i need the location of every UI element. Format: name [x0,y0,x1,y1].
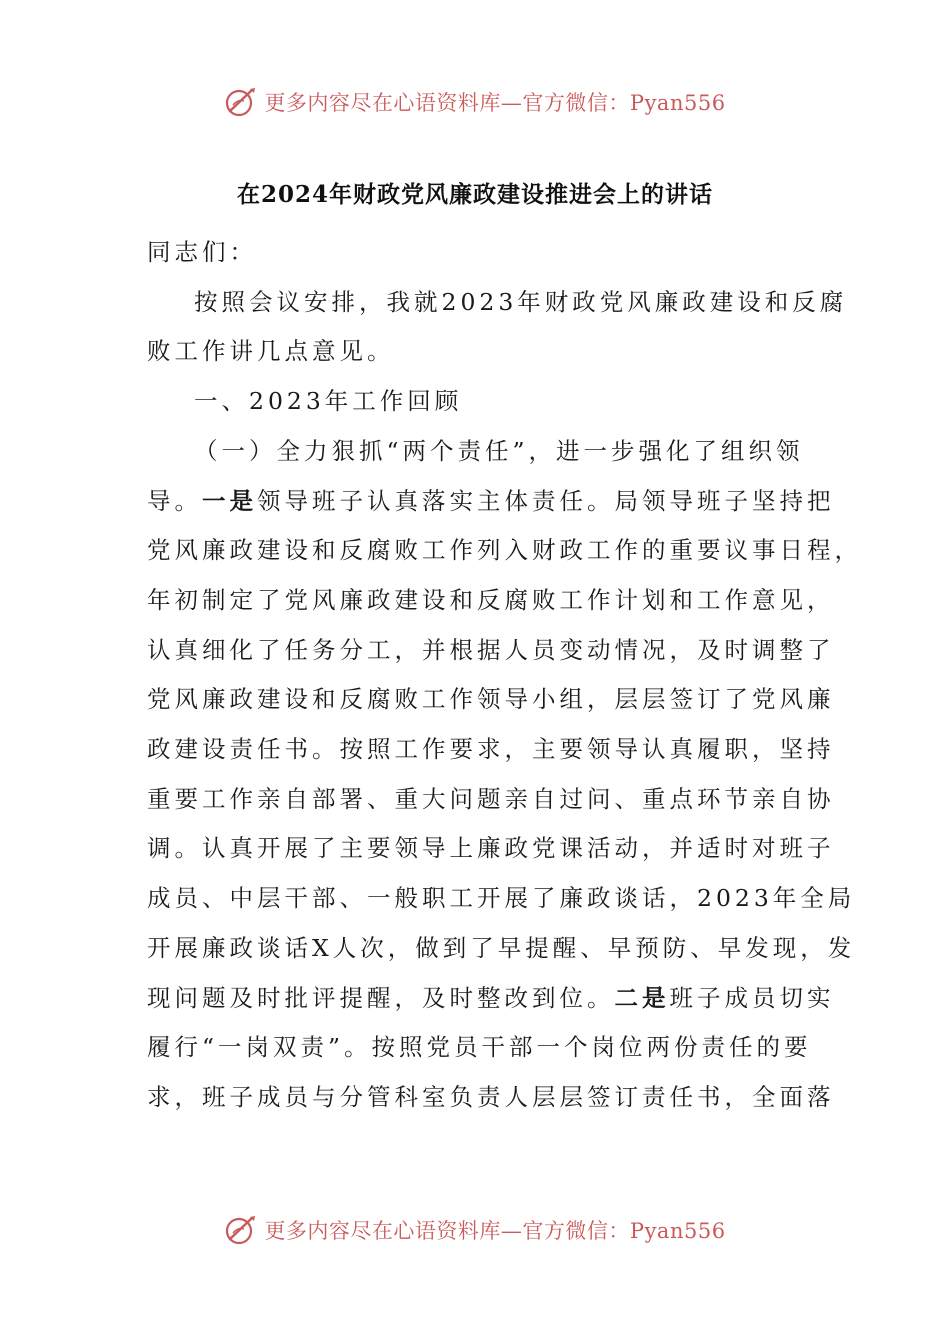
body-line-8: 调。认真开展了主要领导上廉政党课活动，并适时对班子 [147,834,835,863]
body-line-5: 党风廉政建设和反腐败工作领导小组，层层签订了党风廉 [147,685,835,714]
watermark-footer [0,1210,950,1250]
body-line-3: 年初制定了党风廉政建设和反腐败工作计划和工作意见， [147,585,835,614]
body-line-12: 履行“一岗双责”。按照党员干部一个岗位两份责任的要 [147,1033,812,1062]
body-line-13: 求，班子成员与分管科室负责人层层签订责任书，全面落 [147,1082,835,1111]
body-line-1-prefix: 导。 [147,486,202,515]
emphasis-first: 一是 [202,486,257,515]
body-line-11 [147,974,835,1024]
body-line-1 [147,477,835,527]
emphasis-second: 二是 [614,983,670,1012]
intro-paragraph-continued [147,327,807,377]
pen-logo-icon [224,1213,258,1247]
watermark-text: 更多内容尽在心语资料库—官方微信：Pyan556 [264,1219,726,1243]
intro-line-1: 按照会议安排，我就2023年财政党风廉政建设和反腐 [194,287,848,316]
sub-heading-line: （一）全力狠抓“两个责任”，进一步强化了组织领 [194,436,804,465]
section-heading: 一、2023年工作回顾 [194,387,463,416]
intro-line-2: 败工作讲几点意见。 [147,337,395,366]
watermark-text: 更多内容尽在心语资料库—官方微信：Pyan556 [264,91,726,115]
body-line-6: 政建设责任书。按照工作要求，主要领导认真履职，坚持 [147,735,835,764]
body-line-10: 开展廉政谈话X人次，做到了早提醒、早预防、早发现，发 [147,933,856,962]
document-title: 在2024年财政党风廉政建设推进会上的讲话 [236,181,713,208]
body-line-4: 认真细化了任务分工，并根据人员变动情况，及时调整了 [147,635,835,664]
body-line-9: 成员、中层干部、一般职工开展了廉政谈话，2023年全局 [147,884,856,913]
document-body [147,228,862,1123]
body-paragraph [147,477,862,1123]
body-line-11-rest: 班子成员切实 [669,983,835,1012]
pen-logo-icon [224,85,258,119]
sub-heading [147,427,807,477]
intro-paragraph [147,278,848,328]
salutation: 同志们： [147,238,257,266]
body-line-11-prefix: 现问题及时批评提醒，及时整改到位。 [147,983,615,1012]
body-line-7: 重要工作亲自部署、重大问题亲自过问、重点环节亲自协 [147,784,835,813]
watermark-header [0,82,950,122]
body-line-1-rest: 领导班子认真落实主体责任。局领导班子坚持把 [257,486,835,515]
body-line-2: 党风廉政建设和反腐败工作列入财政工作的重要议事日程， [147,536,862,565]
